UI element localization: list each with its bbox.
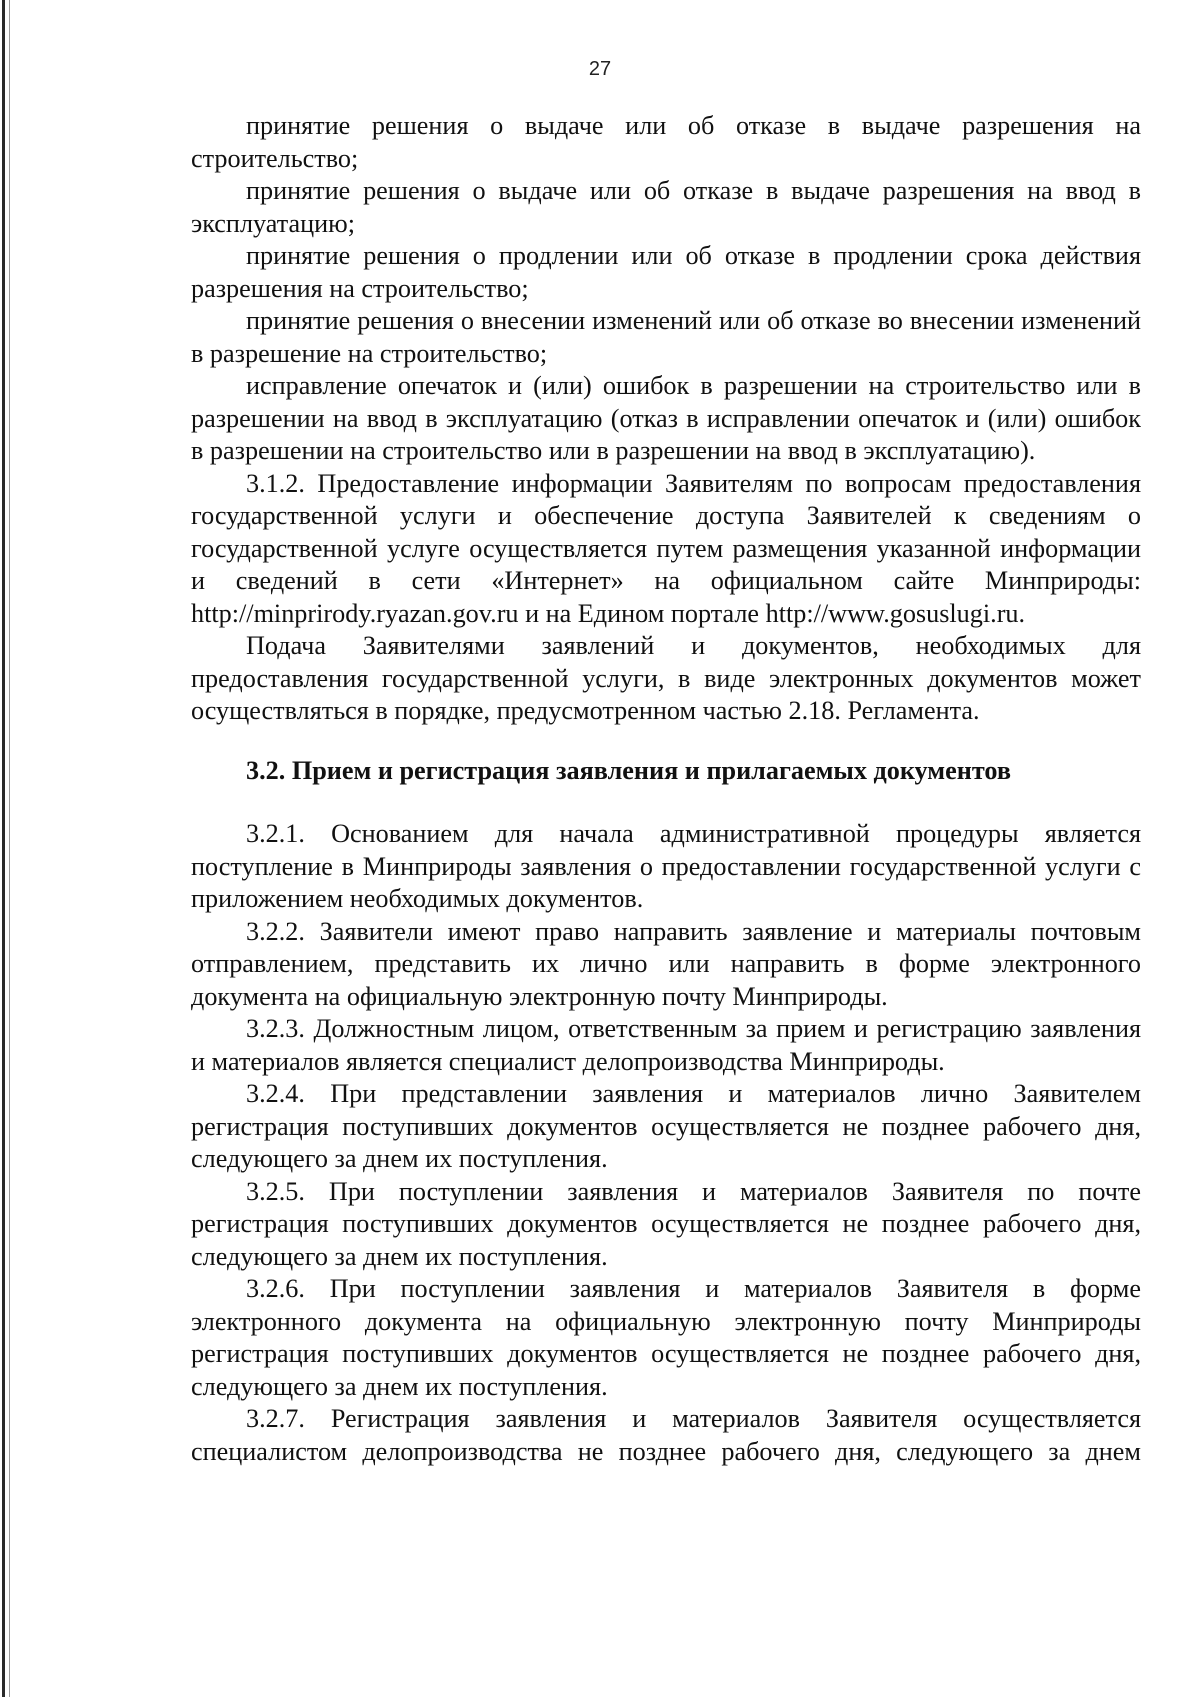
section-item-3-2-6: 3.2.6. При поступлении заявления и материалов Заявителя в форме электронного документа на официальную электронную почту Минприроды регистрация поступивших документов осуществляется не позднее рабочего дня, следующего за днем их поступления. — [191, 1274, 1141, 1401]
gosuslugi-link[interactable]: http://www.gosuslugi.ru — [765, 598, 1019, 628]
section-item-3-2-7-text: 3.2.7. Регистрация заявления и материалов Заявителя осуществляется специалистом делопроизводства не позднее рабочего дня, следующего за днем — [191, 1404, 1141, 1466]
section-item-3-2-7 — [191, 1403, 1141, 1501]
scan-left-edge — [2, 0, 5, 1697]
page-number: 27 — [588, 58, 612, 80]
list-item-permit-amendment: принятие решения о внесении изменений или об отказе во внесении изменений в разрешение на строительство; — [191, 306, 1141, 368]
paragraph-3-1-2 — [191, 468, 1141, 631]
paragraph-3-1-2-connector: и на Едином портале — [518, 598, 766, 628]
section-item-3-2-5: 3.2.5. При поступлении заявления и материалов Заявителя по почте регистрация поступивших документов осуществляется не позднее рабочего дня, следующего за днем их поступления. — [191, 1176, 1141, 1271]
section-item-3-2-1: 3.2.1. Основанием для начала административной процедуры является поступление в Минприроды заявления о предоставлении государственной услуги с приложением необходимых документов. — [191, 819, 1141, 913]
paragraph-3-1-2-text: 3.1.2. Предоставление информации Заявителям по вопросам предоставления государственной услуги и обеспечение доступа Заявителей к сведениям о государственной услуге осуществляется путем размещения указанной информации и сведений в сети «Интернет» на официальном сайте Минприроды: — [191, 468, 1141, 595]
paragraph-3-1-2-end: . — [1018, 598, 1026, 628]
section-heading-3-2: 3.2. Прием и регистрация заявления и прилагаемых документов — [246, 755, 1011, 785]
list-item-permit-extension: принятие решения о продлении или об отказе в продлении срока действия разрешения на строительство; — [191, 241, 1141, 303]
minprirody-link[interactable]: http://minprirody.ryazan.gov.ru — [191, 598, 519, 628]
list-item-commissioning-permit: принятие решения о выдаче или об отказе в выдаче разрешения на ввод в эксплуатацию; — [191, 176, 1141, 238]
section-item-3-2-4: 3.2.4. При представлении заявления и материалов лично Заявителем регистрация поступивших документов осуществляется не позднее рабочего дня, следующего за днем их поступления. — [191, 1079, 1141, 1173]
paragraph-electronic-submission: Подача Заявителями заявлений и документов, необходимых для предоставления государственной услуги, в виде электронных документов может осуществляться в порядке, предусмотренном частью 2.18. Регламента. — [191, 631, 1141, 725]
section-item-3-2-3: 3.2.3. Должностным лицом, ответственным за прием и регистрацию заявления и материалов является специалист делопроизводства Минприроды. — [191, 1014, 1141, 1076]
page-body — [191, 110, 1141, 1501]
section-item-3-2-2: 3.2.2. Заявители имеют право направить заявление и материалы почтовым отправлением, представить их лично или направить в форме электронного документа на официальную электронную почту Минприроды. — [191, 916, 1141, 1011]
list-item-build-permit: принятие решения о выдаче или об отказе в выдаче разрешения на строительство; — [191, 111, 1141, 173]
list-item-error-correction: исправление опечаток и (или) ошибок в разрешении на строительство или в разрешении на ввод в эксплуатацию (отказ в исправлении опечаток и (или) ошибок в разрешении на строительство или в разрешении на ввод в эксплуатацию). — [191, 371, 1141, 465]
scan-left-edge-line — [9, 0, 10, 1697]
